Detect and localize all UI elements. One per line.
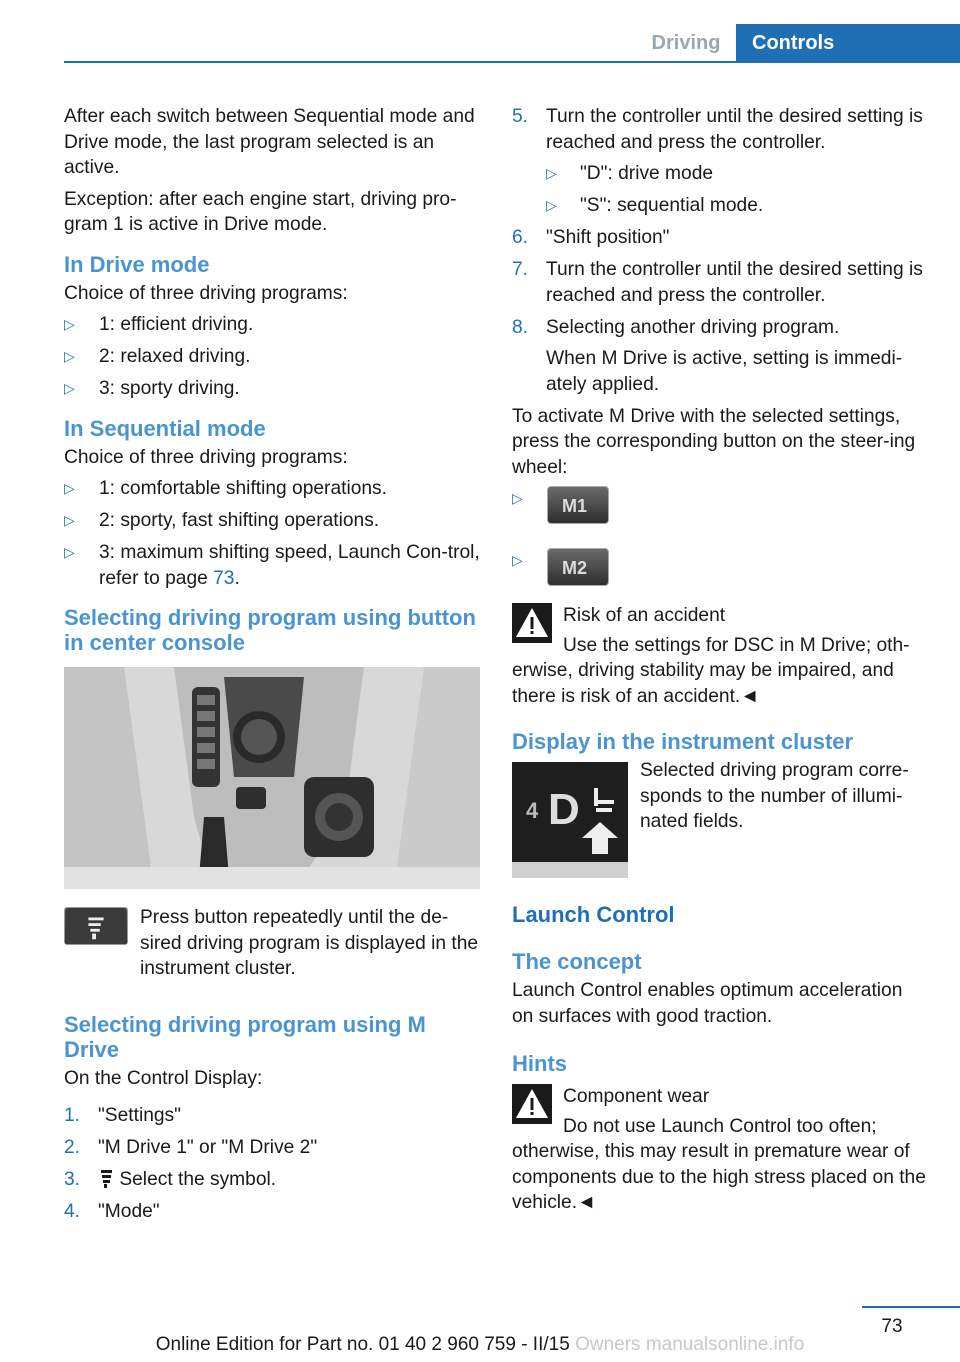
header-section: Driving [651,31,721,54]
warning-triangle-icon [512,1084,552,1124]
warning-title: Risk of an accident [563,605,726,626]
list-item: ▷ 3: sporty driving. [64,376,480,402]
list-item: ▷ 2: relaxed driving. [64,344,480,370]
warning-body: Do not use Launch Control too often; otherwise, this may result in premature wear of components due to the high stress placed on the vehicle.◄ [512,1115,926,1213]
triangle-bullet-icon: ▷ [546,165,557,181]
instrument-cluster-display [512,762,628,878]
list-item: ▷ 2: sporty, fast shifting operations. [64,508,480,534]
warning-title: Component wear [563,1086,710,1107]
instrument-cluster-section [512,758,928,878]
sequential-mode-list [64,476,480,591]
triangle-bullet-icon: ▷ [64,380,75,396]
warning-body: Use the settings for DSC in M Drive; oth-erwise, driving stability may be impaired, and there is risk of an accident.◄ [512,634,910,707]
list-item: ▷ "S": sequential mode. [546,193,928,219]
center-console-heading: Selecting driving program using button in center console [64,605,476,655]
center-console-photo [64,667,480,889]
drive-mode-heading: In Drive mode [64,251,210,277]
watermark-text: Owners manualsonline.info [575,1334,805,1355]
m2-button-icon: M2 [547,548,609,586]
list-item: 6. "Shift position" [512,227,670,248]
drive-mode-list [64,312,480,402]
triangle-bullet-icon: ▷ [64,316,75,332]
instrument-cluster-heading: Display in the instrument cluster [512,729,854,754]
warning-triangle-icon [512,603,552,643]
edition-text: Online Edition for Part no. 01 40 2 960 759 - II/15 [155,1334,570,1355]
m-drive-steps [64,1103,480,1225]
m-drive-steps-continued [512,104,928,397]
triangle-bullet-icon: ▷ [546,197,557,213]
list-item: 1. "Settings" [64,1105,181,1126]
right-column [512,104,928,1222]
triangle-bullet-icon: ▷ [64,512,75,528]
hints-heading: Hints [512,1051,567,1076]
list-item: 8. Selecting another driving program. When M Drive is active, setting is immedi-ately applied. [512,315,928,398]
list-item: ▷ 1: comfortable shifting operations. [64,476,480,502]
list-item: 2. "M Drive 1" or "M Drive 2" [64,1137,318,1158]
press-button-text: Press button repeatedly until the de-sired driving program is displayed in the instrument cluster. [140,907,479,979]
launch-control-heading: Launch Control [512,902,675,927]
sequential-mode-heading: In Sequential mode [64,415,266,441]
list-item: ▷ "D": drive mode [546,161,928,187]
intro-paragraph-2: Exception: after each engine start, driving pro-gram 1 is active in Drive mode. [64,188,457,235]
list-item: 3. Select the symbol. [64,1169,277,1190]
left-column [64,104,480,1231]
driving-program-symbol-icon [98,1168,114,1188]
activate-m-drive-text: To activate M Drive with the selected settings, press the corresponding button on the steer-ing wheel: [512,405,916,478]
concept-heading: The concept [512,949,642,974]
list-item: 4. "Mode" [64,1201,160,1222]
instrument-cluster-text: Selected driving program corre-sponds to the number of illumi-nated fields. [640,760,909,832]
m-drive-lead: On the Control Display: [64,1067,263,1089]
triangle-bullet-icon: ▷ [64,348,75,364]
triangle-bullet-icon: ▷ [512,551,523,568]
header-chapter: Controls [736,24,960,62]
intro-paragraph-1: After each switch between Sequential mode and Drive mode, the last program selected is an active. [64,106,475,178]
triangle-bullet-icon: ▷ [64,544,75,560]
page-reference-link[interactable]: 73 [213,567,235,589]
footer-rule [862,1306,960,1308]
component-wear-warning [512,1084,928,1216]
list-item: 5. Turn the controller until the desired setting is reached and press the controller. ▷ "D": drive mode ▷ "S": sequential mode. [512,104,928,219]
steering-wheel-buttons [512,486,928,593]
header-rule [64,61,960,63]
m-drive-heading: Selecting driving program using M Drive [64,1011,426,1062]
triangle-bullet-icon: ▷ [512,490,523,506]
list-item [512,486,928,532]
press-button-row [64,905,480,982]
footer-edition [0,1334,960,1356]
shift-mode-list [546,161,928,219]
drive-mode-lead: Choice of three driving programs: [64,282,348,304]
accident-warning [512,603,928,709]
triangle-bullet-icon: ▷ [64,480,75,496]
gear-number: 4 [526,798,539,823]
list-item: ▷ 1: efficient driving. [64,312,480,338]
page-number: 73 [881,1316,903,1337]
drive-mode-letter: D [548,785,580,834]
list-item: 7. Turn the controller until the desired setting is reached and press the controller. [512,259,923,306]
sequential-mode-lead: Choice of three driving programs: [64,446,348,468]
list-item: ▷ 3: maximum shifting speed, Launch Con-trol, refer to page 73. [64,542,480,589]
driving-program-button-icon [64,907,128,945]
concept-text: Launch Control enables optimum acceleration on surfaces with good traction. [512,980,903,1027]
m1-button-icon: M1 [547,486,609,524]
list-item [512,548,928,594]
step-8-note: When M Drive is active, setting is immedi-ately applied. [546,348,903,395]
